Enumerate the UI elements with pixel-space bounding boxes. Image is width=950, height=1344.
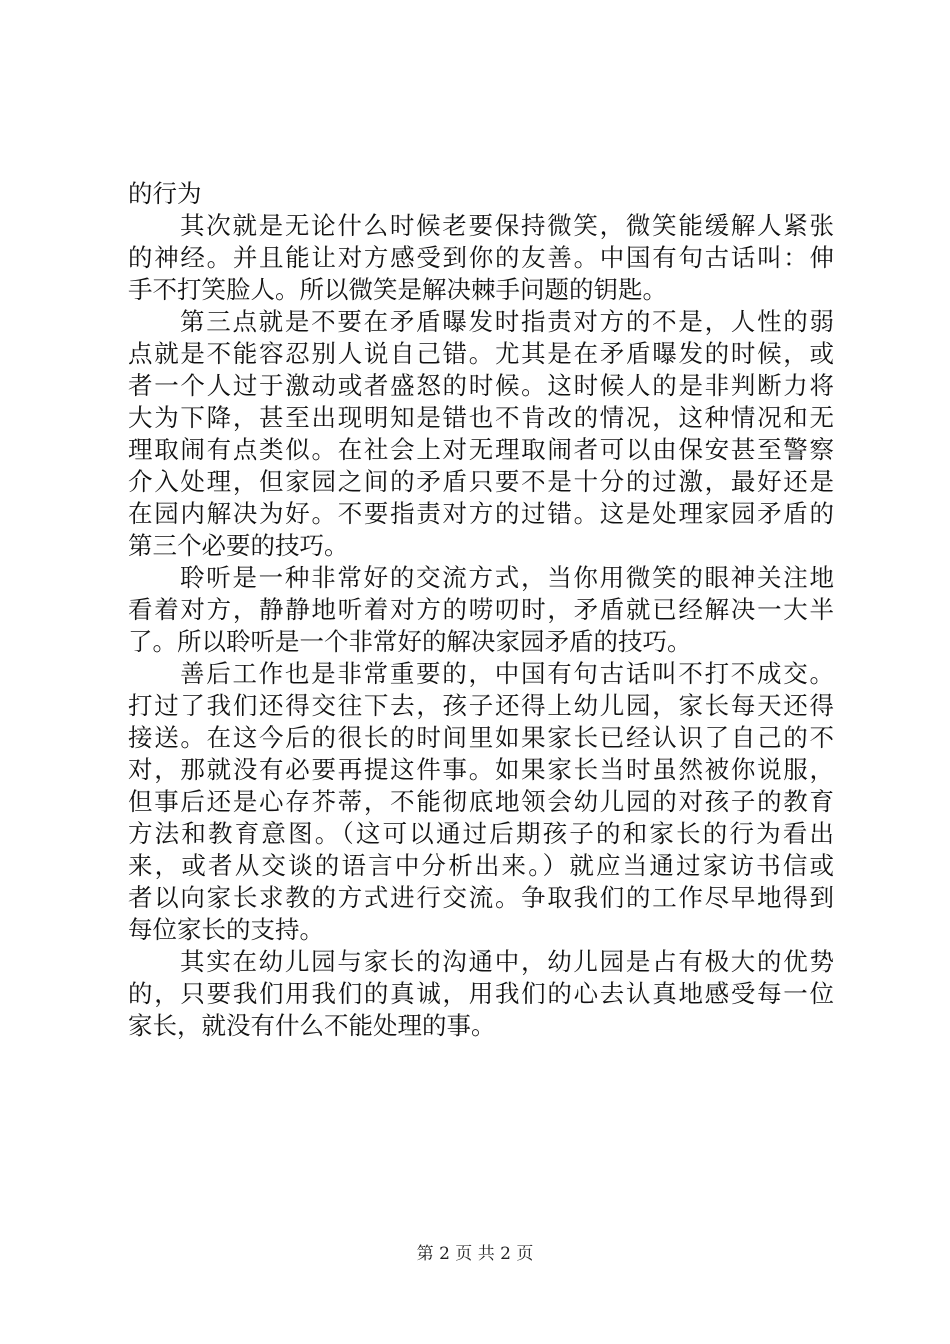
text-line: 但事后还是心存芥蒂，不能彻底地领会幼儿园的对孩子的教育 xyxy=(128,787,834,816)
text-line: 第三个必要的技巧。 xyxy=(128,531,349,560)
text-line: 第三点就是不要在矛盾曝发时指责对方的不是，人性的弱 xyxy=(180,307,834,336)
text-line: 方法和教育意图。（这可以通过后期孩子的和家长的行为看出 xyxy=(128,819,834,848)
text-line: 对，那就没有必要再提这件事。如果家长当时虽然被你说服， xyxy=(128,755,834,784)
paragraph xyxy=(128,946,834,1042)
text-line: 每位家长的支持。 xyxy=(128,915,324,944)
paragraph xyxy=(128,658,834,946)
text-line: 在园内解决为好。不要指责对方的过错。这是处理家园矛盾的 xyxy=(128,499,834,528)
text-line: 聆听是一种非常好的交流方式，当你用微笑的眼神关注地 xyxy=(180,563,834,592)
text-line: 点就是不能容忍别人说自己错。尤其是在矛盾曝发的时候，或 xyxy=(128,339,834,368)
text-line: 大为下降，甚至出现明知是错也不肯改的情况，这种情况和无 xyxy=(128,403,834,432)
document-body xyxy=(128,178,834,1042)
text-line: 了。所以聆听是一个非常好的解决家园矛盾的技巧。 xyxy=(128,627,692,656)
paragraph xyxy=(128,306,834,562)
text-line: 家长，就没有什么不能处理的事。 xyxy=(128,1011,496,1040)
text-line: 的行为 xyxy=(128,179,202,208)
paragraph xyxy=(128,210,834,306)
text-line: 手不打笑脸人。所以微笑是解决棘手问题的钥匙。 xyxy=(128,275,667,304)
text-line: 的神经。并且能让对方感受到你的友善。中国有句古话叫：伸 xyxy=(128,243,834,272)
paragraph xyxy=(128,562,834,658)
text-line: 者以向家长求教的方式进行交流。争取我们的工作尽早地得到 xyxy=(128,883,834,912)
page-number-label: 第 2 页 共 2 页 xyxy=(416,1244,534,1264)
text-line: 介入处理，但家园之间的矛盾只要不是十分的过激，最好还是 xyxy=(128,467,834,496)
text-line: 其次就是无论什么时候老要保持微笑，微笑能缓解人紧张 xyxy=(180,211,834,240)
text-line: 其实在幼儿园与家长的沟通中，幼儿园是占有极大的优势 xyxy=(180,947,834,976)
text-line: 看着对方，静静地听着对方的唠叨时，矛盾就已经解决一大半 xyxy=(128,595,834,624)
text-line: 接送。在这今后的很长的时间里如果家长已经认识了自己的不 xyxy=(128,723,834,752)
text-line: 者一个人过于激动或者盛怒的时候。这时候人的是非判断力将 xyxy=(128,371,834,400)
text-line: 打过了我们还得交往下去，孩子还得上幼儿园，家长每天还得 xyxy=(128,691,834,720)
text-line: 理取闹有点类似。在社会上对无理取闹者可以由保安甚至警察 xyxy=(128,435,834,464)
text-line: 善后工作也是非常重要的，中国有句古话叫不打不成交。 xyxy=(180,659,834,688)
paragraph xyxy=(128,178,834,210)
text-line: 的，只要我们用我们的真诚，用我们的心去认真地感受每一位 xyxy=(128,979,834,1008)
page-footer xyxy=(0,1243,950,1265)
text-line: 来，或者从交谈的语言中分析出来。）就应当通过家访书信或 xyxy=(128,851,834,880)
